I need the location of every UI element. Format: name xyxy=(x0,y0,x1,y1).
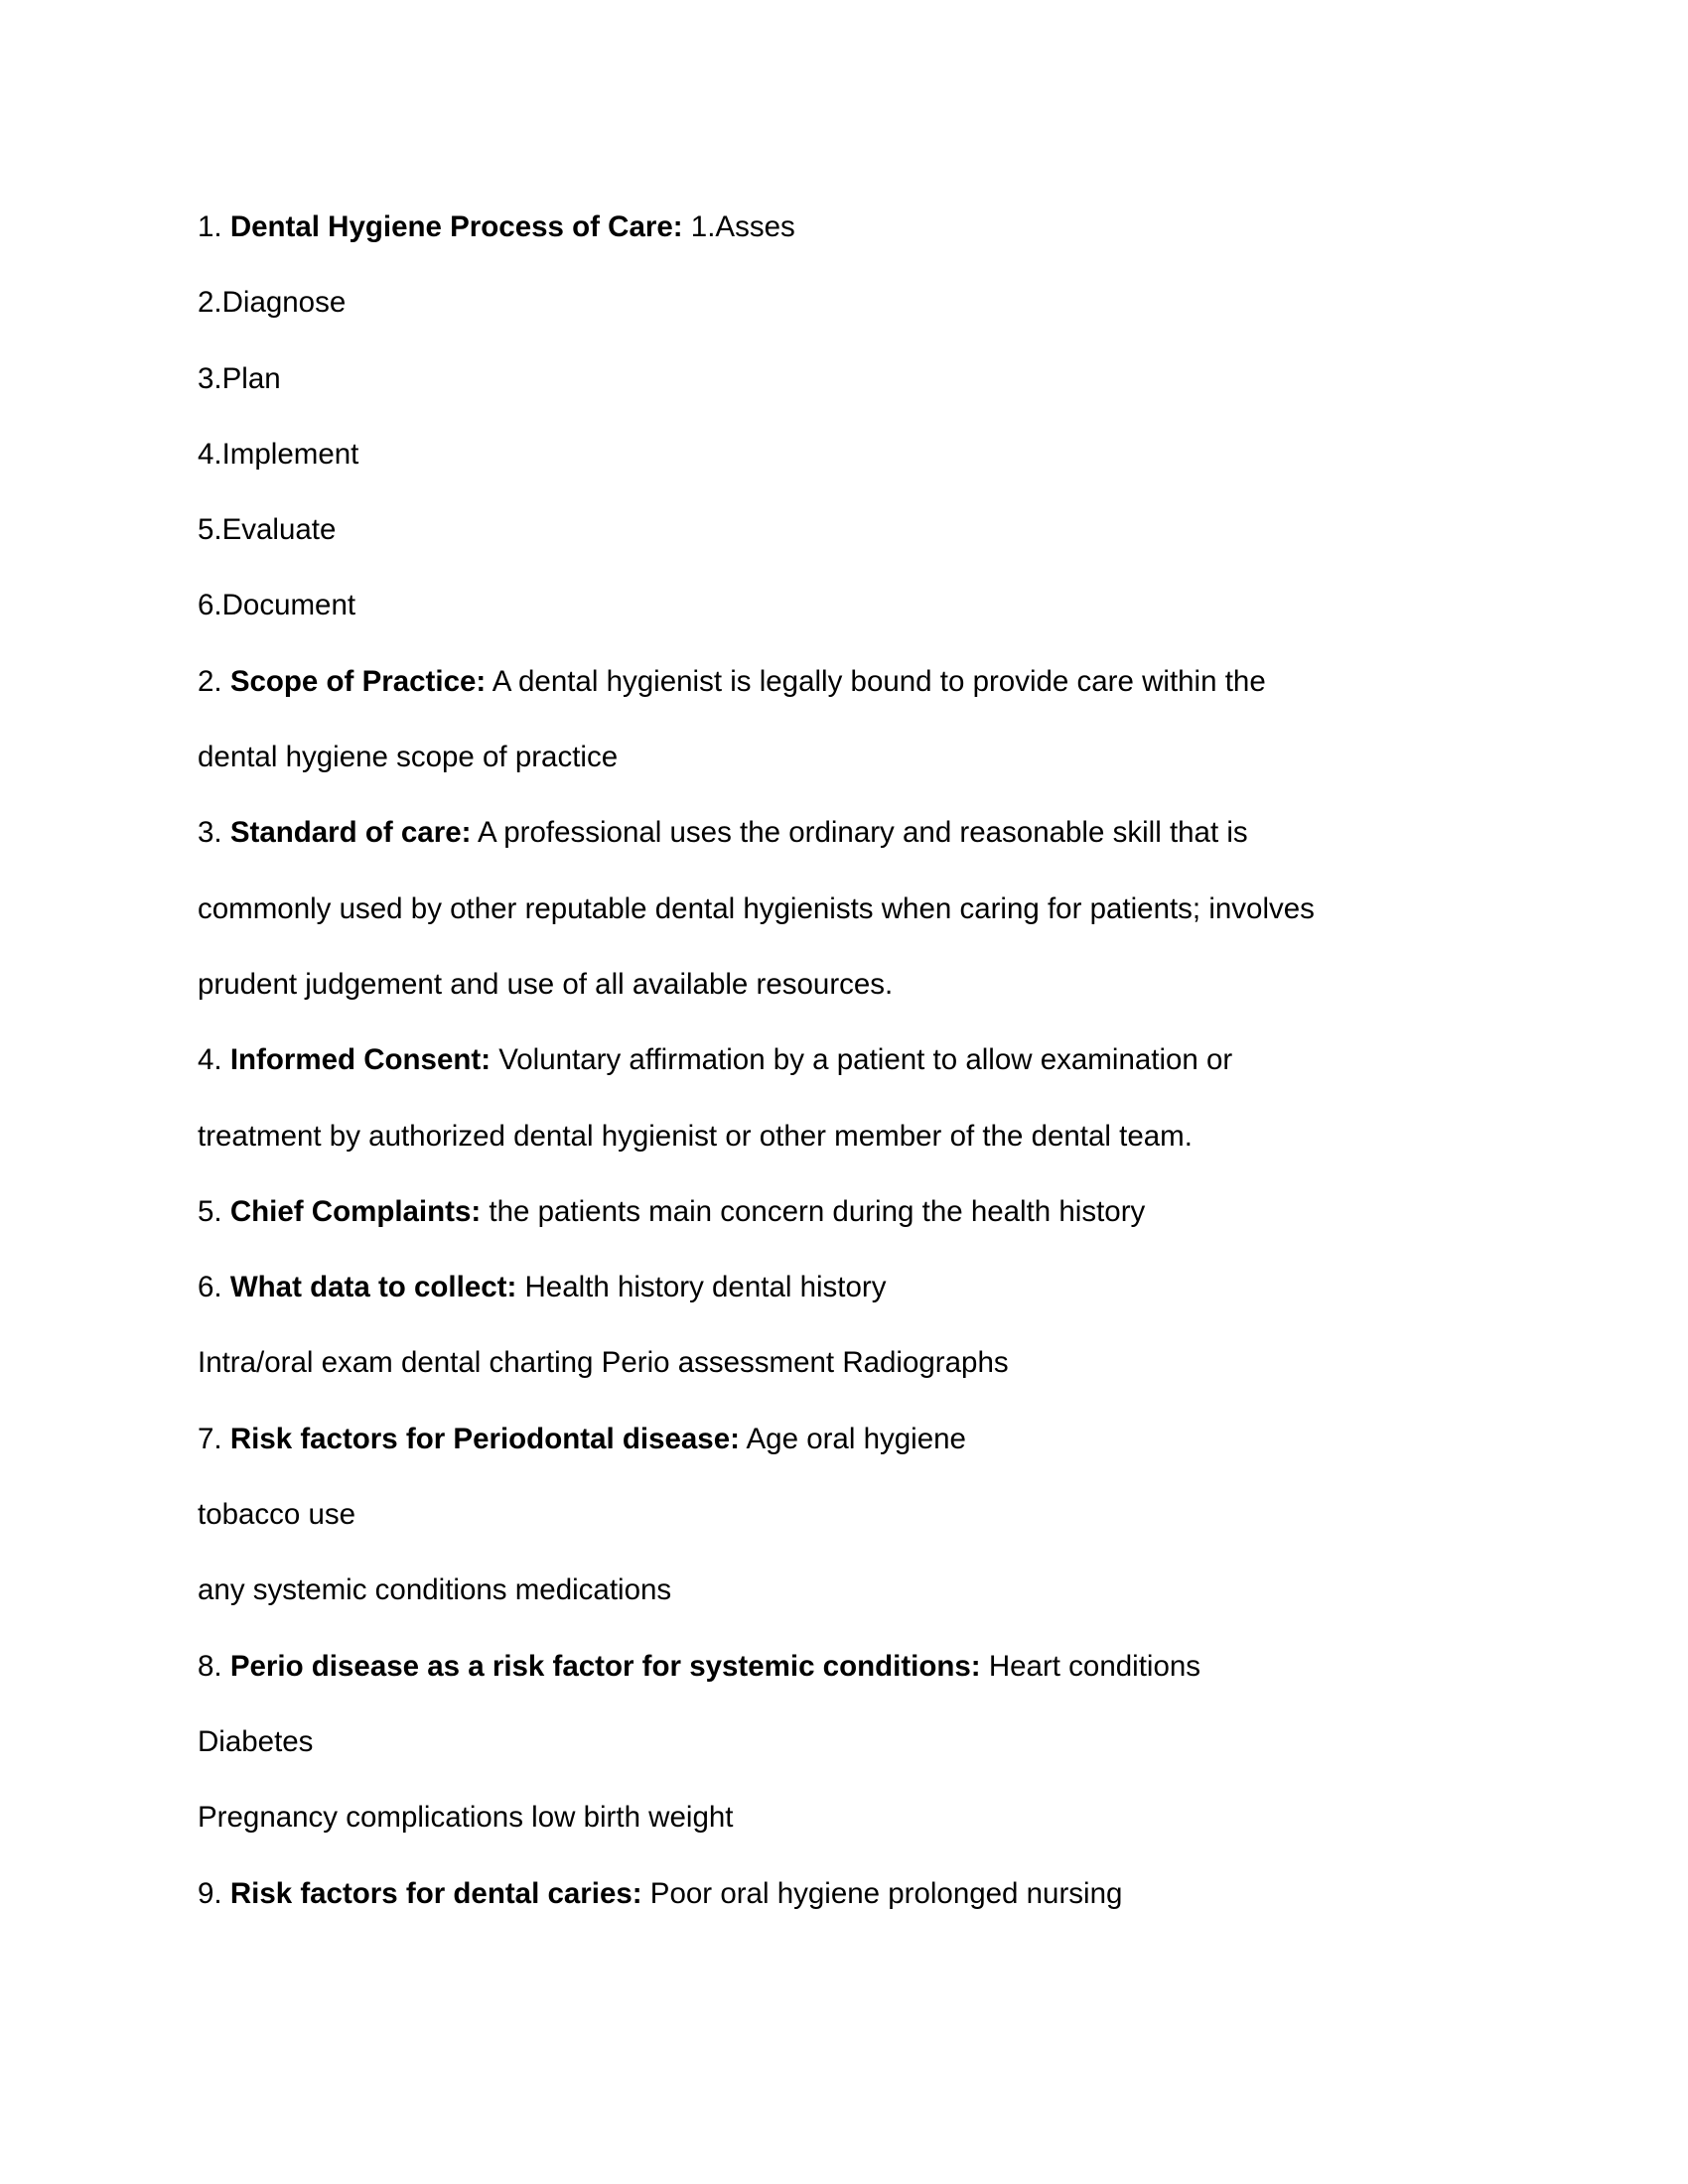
numbered-term-line xyxy=(198,1856,1508,1932)
text-line xyxy=(198,1477,1508,1553)
text-line xyxy=(198,568,1508,643)
line-text: 6.Document xyxy=(198,589,356,622)
line-text: the patients main concern during the health history xyxy=(481,1194,1146,1228)
numbered-term-line xyxy=(198,1023,1508,1098)
numbered-term-line xyxy=(198,1250,1508,1325)
line-text: any systemic conditions medications xyxy=(198,1573,672,1607)
line-text: Age oral hygiene xyxy=(739,1422,966,1455)
item-number: 5. xyxy=(198,1194,230,1228)
line-text: treatment by authorized dental hygienist or other member of the dental team. xyxy=(198,1119,1193,1153)
document-body xyxy=(198,190,1508,1932)
term: What data to collect: xyxy=(229,1271,517,1304)
item-number: 2. xyxy=(198,664,230,698)
term: Standard of care: xyxy=(229,816,472,850)
numbered-term-line xyxy=(198,1629,1508,1705)
numbered-term-line xyxy=(198,1174,1508,1250)
line-text: A professional uses the ordinary and reasonable skill that is xyxy=(471,816,1248,850)
line-text: Voluntary affirmation by a patient to allow examination or xyxy=(491,1043,1233,1077)
text-line xyxy=(198,1705,1508,1780)
term: Risk factors for dental caries: xyxy=(229,1876,642,1910)
text-line xyxy=(198,872,1508,947)
item-number: 3. xyxy=(198,816,230,850)
line-text: 4.Implement xyxy=(198,437,359,471)
text-line xyxy=(198,1099,1508,1174)
text-line xyxy=(198,341,1508,417)
line-text: prudent judgement and use of all available resources. xyxy=(198,967,894,1001)
term: Dental Hygiene Process of Care: xyxy=(229,210,683,243)
line-text: 1.Asses xyxy=(682,210,795,243)
line-text: dental hygiene scope of practice xyxy=(198,741,619,774)
line-text: Pregnancy complications low birth weight xyxy=(198,1801,734,1835)
item-number: 8. xyxy=(198,1649,230,1683)
numbered-term-line xyxy=(198,190,1508,265)
text-line xyxy=(198,417,1508,492)
line-text: Diabetes xyxy=(198,1724,314,1758)
text-line xyxy=(198,1553,1508,1628)
text-line xyxy=(198,1780,1508,1855)
line-text: 3.Plan xyxy=(198,361,281,395)
text-line xyxy=(198,947,1508,1023)
text-line xyxy=(198,1325,1508,1401)
term: Scope of Practice: xyxy=(229,664,487,698)
text-line xyxy=(198,720,1508,795)
line-text: Intra/oral exam dental charting Perio assessment Radiographs xyxy=(198,1346,1009,1380)
item-number: 4. xyxy=(198,1043,230,1077)
item-number: 7. xyxy=(198,1422,230,1455)
item-number: 9. xyxy=(198,1876,230,1910)
text-line xyxy=(198,265,1508,341)
term: Risk factors for Periodontal disease: xyxy=(229,1422,740,1455)
line-text: 5.Evaluate xyxy=(198,513,337,547)
item-number: 1. xyxy=(198,210,230,243)
line-text: 2.Diagnose xyxy=(198,286,347,320)
line-text: Poor oral hygiene prolonged nursing xyxy=(641,1876,1123,1910)
line-text: Health history dental history xyxy=(516,1271,887,1304)
line-text: commonly used by other reputable dental hygienists when caring for patients; involves xyxy=(198,891,1315,925)
text-line xyxy=(198,492,1508,568)
numbered-term-line xyxy=(198,795,1508,871)
numbered-term-line xyxy=(198,644,1508,720)
numbered-term-line xyxy=(198,1402,1508,1477)
line-text: Heart conditions xyxy=(980,1649,1201,1683)
term: Informed Consent: xyxy=(229,1043,492,1077)
term: Perio disease as a risk factor for systemic conditions: xyxy=(229,1649,981,1683)
line-text: tobacco use xyxy=(198,1498,356,1532)
item-number: 6. xyxy=(198,1271,230,1304)
term: Chief Complaints: xyxy=(229,1194,482,1228)
line-text: A dental hygienist is legally bound to provide care within the xyxy=(486,664,1266,698)
